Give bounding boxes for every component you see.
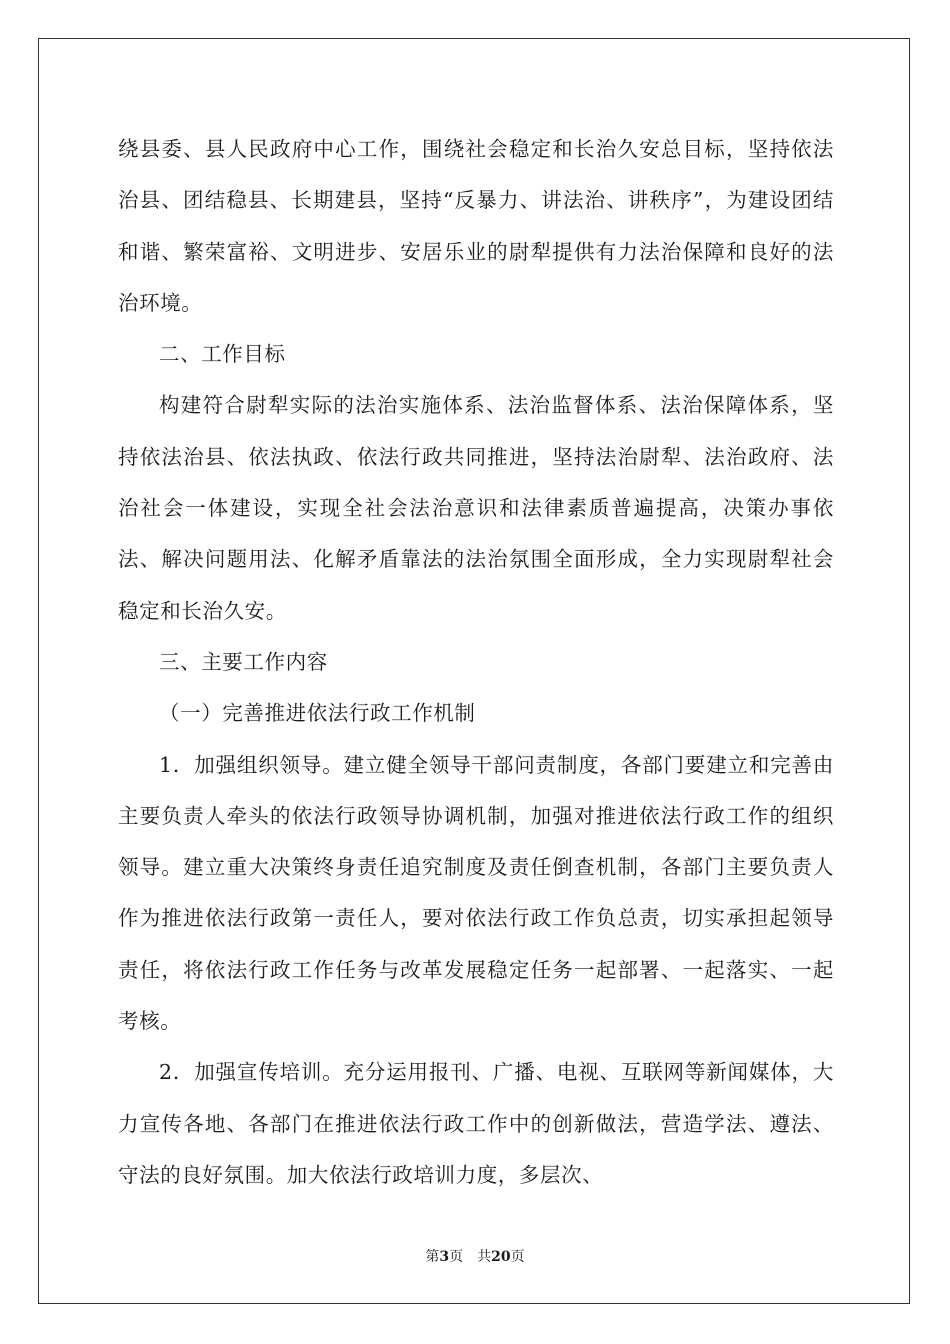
page-prefix: 第	[425, 1249, 440, 1265]
total-prefix: 共	[477, 1249, 492, 1265]
heading-main-work: 三、主要工作内容	[159, 649, 328, 674]
page-suffix: 页	[449, 1249, 464, 1265]
heading-work-goals: 二、工作目标	[159, 342, 286, 367]
subheading-mechanism: （一）完善推进依法行政工作机制	[159, 701, 476, 726]
paragraph-intro-continued: 绕县委、县人民政府中心工作，围绕社会稳定和长治久安总目标，坚持依法治县、团结稳县、长期建县，坚持“反暴力、讲法治、讲秩序”，为建设团结和谐、繁荣富裕、文明进步、安居乐业的尉犁提供有力法治保障和良好的法治环境。	[118, 137, 834, 315]
current-page-number: 3	[439, 1249, 450, 1265]
total-suffix: 页	[510, 1249, 525, 1265]
document-body	[118, 124, 834, 1201]
page-footer	[0, 1248, 950, 1266]
total-page-number: 20	[491, 1249, 511, 1265]
paragraph-item-1: 1．加强组织领导。建立健全领导干部问责制度，各部门要建立和完善由主要负责人牵头的依法行政领导协调机制，加强对推进依法行政工作的组织领导。建立重大决策终身责任追究制度及责任倒查机制，各部门主要负责人作为推进依法行政第一责任人，要对依法行政工作负总责，切实承担起领导责任，将依法行政工作任务与改革发展稳定任务一起部署、一起落实、一起考核。	[118, 752, 834, 1034]
paragraph-item-2: 2．加强宣传培训。充分运用报刊、广播、电视、互联网等新闻媒体，大力宣传各地、各部门在推进依法行政工作中的创新做法，营造学法、遵法、守法的良好氛围。加大依法行政培训力度，多层次、	[118, 1060, 834, 1187]
paragraph-work-goals: 构建符合尉犁实际的法治实施体系、法治监督体系、法治保障体系，坚持依法治县、依法执政、依法行政共同推进，坚持法治尉犁、法治政府、法治社会一体建设，实现全社会法治意识和法律素质普遍提高，决策办事依法、解决问题用法、化解矛盾靠法的法治氛围全面形成，全力实现尉犁社会稳定和长治久安。	[118, 393, 834, 623]
